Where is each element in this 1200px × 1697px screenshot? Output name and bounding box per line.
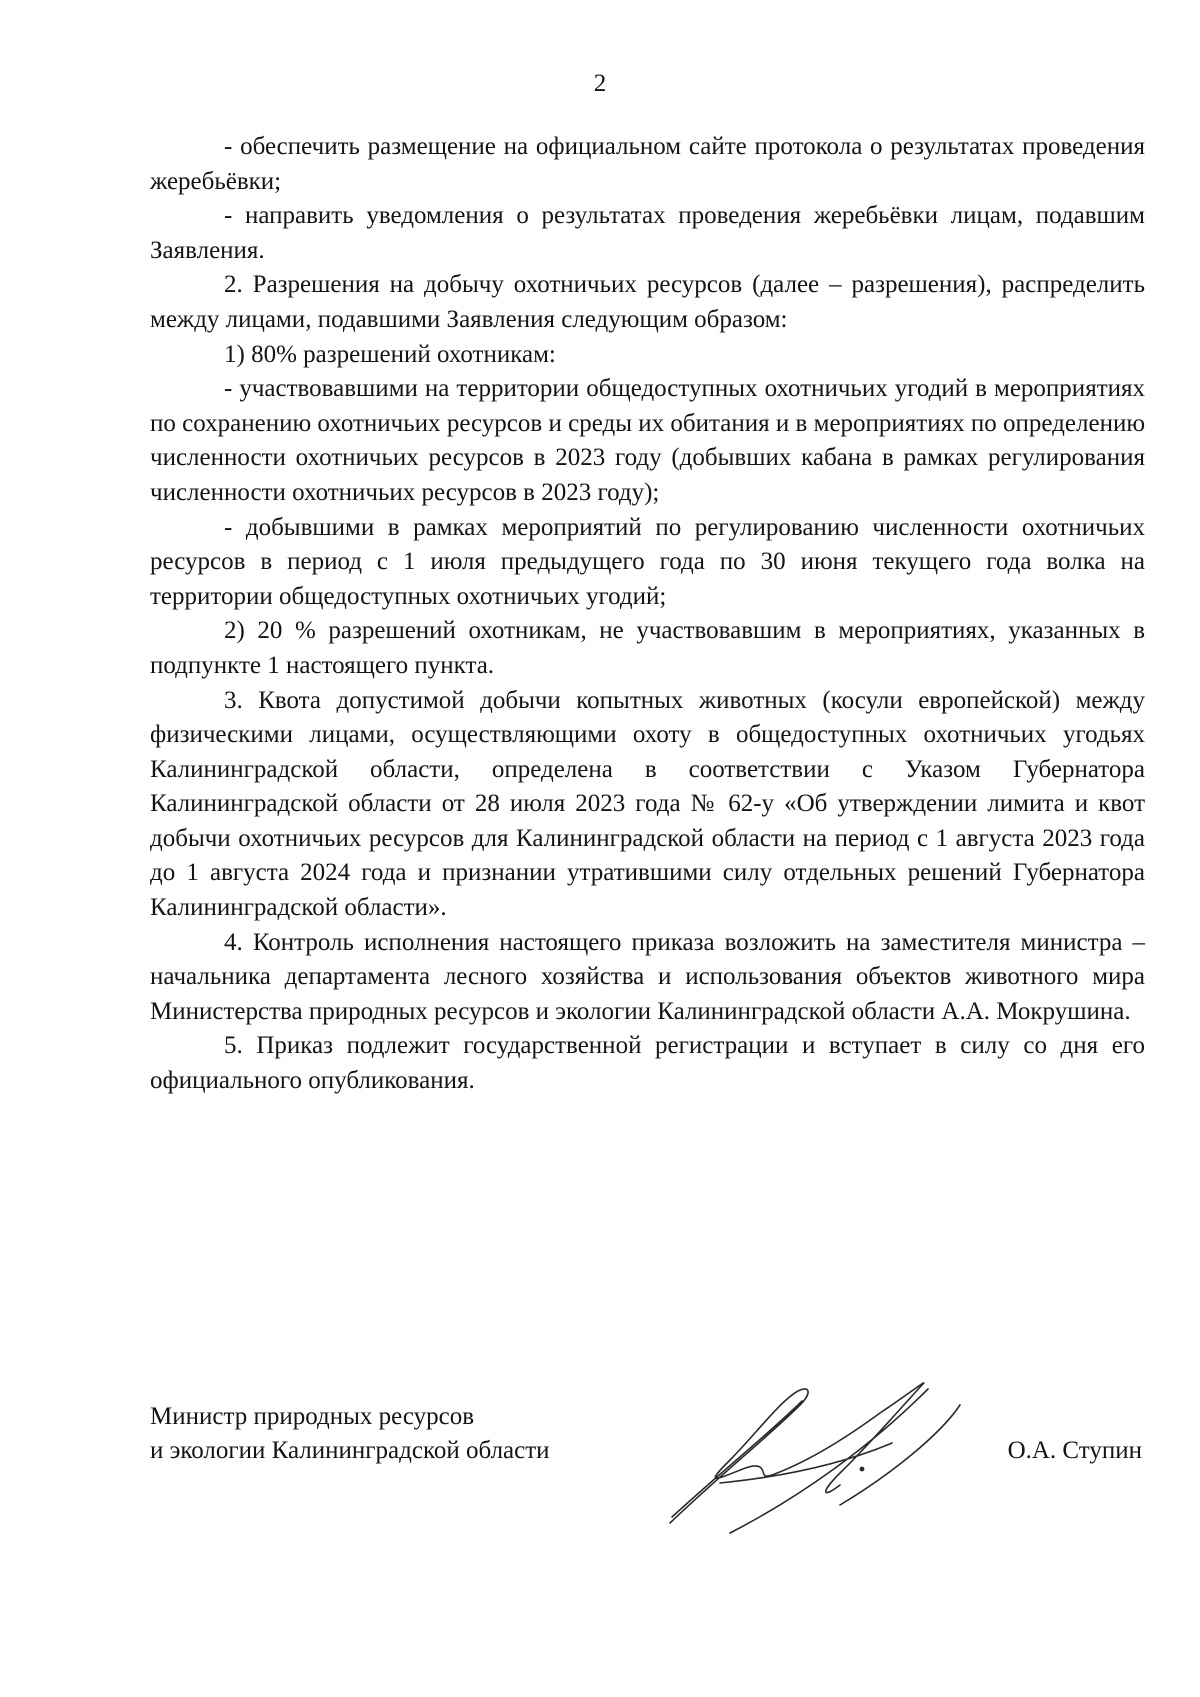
paragraph: 2) 20 % разрешений охотникам, не участвовавшим в мероприятиях, указанных в подпункте 1 настоящего пункта.	[150, 617, 1145, 679]
paragraph: 2. Разрешения на добычу охотничьих ресурсов (далее – разрешения), распределить между лицами, подавшими Заявления следующим образом:	[150, 271, 1145, 333]
paragraph: 3. Квота допустимой добычи копытных животных (косули европейской) между физическими лицами, осуществляющими охоту в общедоступных охотничьих угодьях Калининградской области, определена в соответствии с Указом Губернатора Калининградской области от 28 июля 2023 года № 62-у «Об утверждении лимита и квот добычи охотничьих ресурсов для Калининградской области на период с 1 августа 2023 года до 1 августа 2024 года и признании утратившими силу отдельных решений Губернатора Калининградской области».	[150, 686, 1145, 922]
paragraph: 4. Контроль исполнения настоящего приказа возложить на заместителя министра – начальника департамента лесного хозяйства и использования объектов животного мира Министерства природных ресурсов и экологии Калининградской области А.А. Мокрушина.	[150, 928, 1145, 1025]
signatory-title	[150, 1400, 550, 1468]
page-number: 2	[593, 70, 607, 97]
signatory-title-line: и экологии Калининградской области	[150, 1437, 550, 1464]
signatory-title-line: Министр природных ресурсов	[150, 1403, 475, 1430]
paragraph: - обеспечить размещение на официальном сайте протокола о результатах проведения жеребьёвки;	[150, 133, 1145, 195]
signatory-name: О.А. Ступин	[1007, 1437, 1142, 1464]
paragraph: - направить уведомления о результатах проведения жеребьёвки лицам, подавшим Заявления.	[150, 202, 1145, 264]
paragraph: - участвовавшими на территории общедоступных охотничьих угодий в мероприятиях по сохранению охотничьих ресурсов и среды их обитания и в мероприятиях по определению численности охотничьих ресурсов в 2023 году (добывших кабана в рамках регулирования численности охотничьих ресурсов в 2023 году);	[150, 375, 1145, 506]
handwritten-signature	[660, 1365, 1020, 1535]
paragraph: 1) 80% разрешений охотникам:	[224, 340, 556, 368]
paragraph: 5. Приказ подлежит государственной регистрации и вступает в силу со дня его официального опубликования.	[150, 1032, 1145, 1095]
paragraph: - добывшими в рамках мероприятий по регулированию численности охотничьих ресурсов в период с 1 июля предыдущего года по 30 июня текущего года волка на территории общедоступных охотничьих угодий;	[150, 513, 1145, 610]
document-body	[150, 130, 1145, 1099]
